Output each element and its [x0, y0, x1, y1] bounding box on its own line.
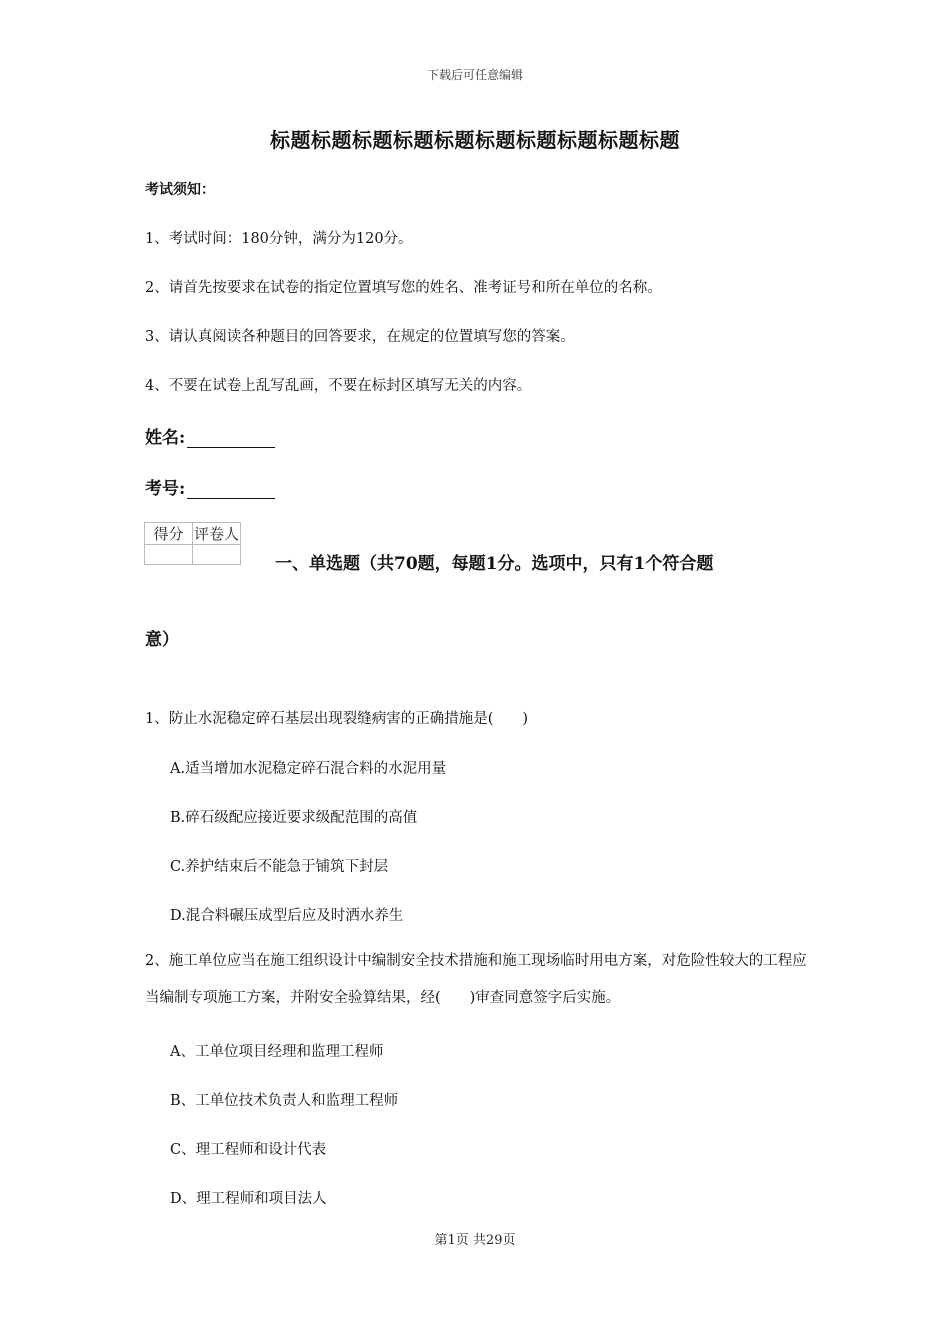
question-1-option-d: D.混合料碾压成型后应及时洒水养生 [170, 908, 404, 924]
exam-id-blank[interactable] [187, 480, 275, 499]
score-table [144, 522, 241, 565]
notice-item: 1、考试时间：180分钟，满分为120分。 [145, 231, 413, 247]
question-2-option-d: D、理工程师和项目法人 [170, 1191, 327, 1207]
name-blank[interactable] [187, 429, 275, 448]
document-title: 标题标题标题标题标题标题标题标题标题标题 [270, 128, 680, 152]
grader-cell[interactable] [193, 545, 241, 565]
question-1-option-a: A.适当增加水泥稳定碎石混合料的水泥用量 [170, 761, 447, 777]
question-1-option-c: C.养护结束后不能急于铺筑下封层 [170, 859, 389, 875]
question-2-text: 2、施工单位应当在施工组织设计中编制安全技术措施和施工现场临时用电方案，对危险性较大的工程应当编制专项施工方案，并附安全验算结果，经( )审查同意签字后实施。 [145, 953, 807, 1006]
notice-item: 4、不要在试卷上乱写乱画，不要在标封区填写无关的内容。 [145, 378, 532, 394]
question-2-option-b: B、工单位技术负责人和监理工程师 [170, 1093, 399, 1109]
score-header: 得分 [145, 523, 193, 545]
question-2-option-a: A、工单位项目经理和监理工程师 [170, 1044, 384, 1060]
question-2-option-c: C、理工程师和设计代表 [170, 1142, 327, 1158]
exam-id-field[interactable] [145, 474, 275, 499]
section-title: 一、单选题（共70题，每题1分。选项中，只有1个符合题 [275, 554, 714, 574]
name-field[interactable] [145, 423, 275, 448]
grader-header: 评卷人 [193, 523, 241, 545]
notice-item: 3、请认真阅读各种题目的回答要求，在规定的位置填写您的答案。 [145, 329, 575, 345]
question-1-text: 1、防止水泥稳定碎石基层出现裂缝病害的正确措施是( ) [145, 711, 529, 727]
page-footer: 第1页 共29页 [434, 1233, 516, 1248]
notice-heading: 考试须知： [145, 182, 215, 198]
question-1-option-b: B.碎石级配应接近要求级配范围的高值 [170, 810, 418, 826]
name-label: 姓名: [145, 428, 186, 448]
notice-item: 2、请首先按要求在试卷的指定位置填写您的姓名、准考证号和所在单位的名称。 [145, 280, 662, 296]
exam-id-label: 考号: [145, 479, 186, 499]
header-note: 下载后可任意编辑 [426, 68, 523, 82]
section-title-continuation: 意） [145, 630, 179, 650]
score-cell[interactable] [145, 545, 193, 565]
